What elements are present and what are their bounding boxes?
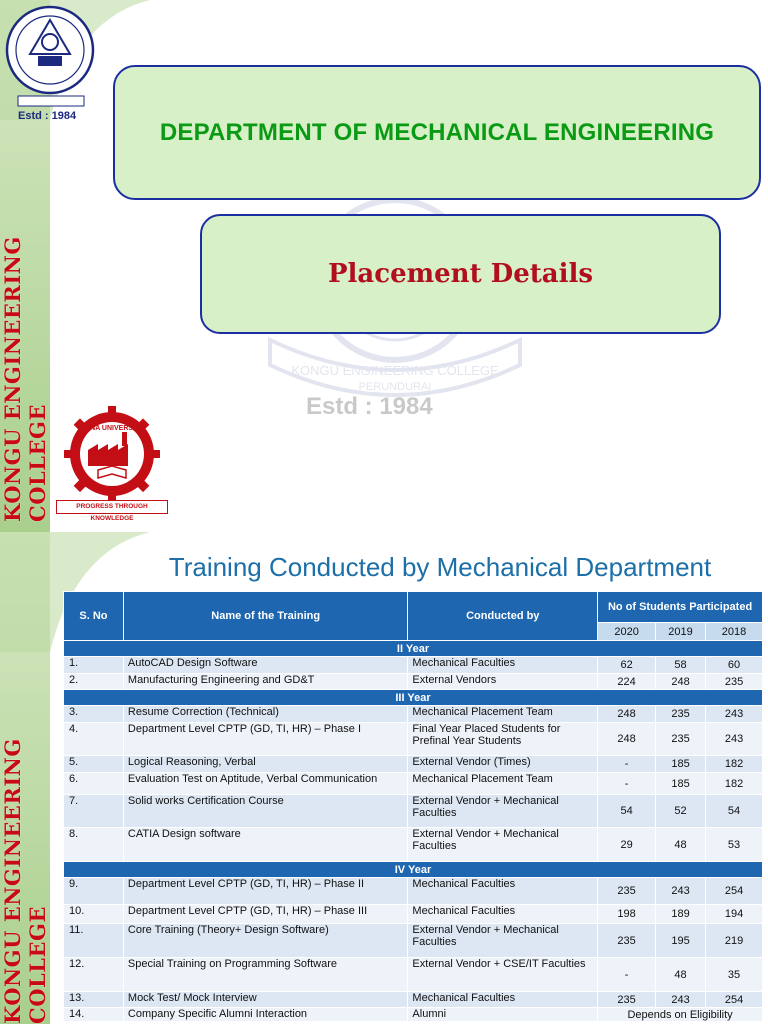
cell-sno: 4. bbox=[64, 723, 124, 756]
cell-conducted-by: Mechanical Placement Team bbox=[408, 706, 598, 723]
cell-training-name: Solid works Certification Course bbox=[123, 795, 408, 828]
cell-conducted-by: Mechanical Faculties bbox=[408, 992, 598, 1008]
table-row bbox=[64, 773, 763, 795]
cell-sno: 12. bbox=[64, 958, 124, 992]
section-label: IV Year bbox=[64, 862, 763, 878]
header-year-2020: 2020 bbox=[598, 623, 656, 641]
cell-count-2018: 219 bbox=[706, 924, 763, 958]
cell-count-2019: 243 bbox=[656, 878, 706, 905]
cell-sno: 8. bbox=[64, 828, 124, 862]
placement-title-box bbox=[200, 214, 721, 334]
cell-count-2018: 254 bbox=[706, 878, 763, 905]
cell-count-2020: 62 bbox=[598, 657, 656, 674]
cell-count-2020: - bbox=[598, 958, 656, 992]
table-row bbox=[64, 756, 763, 773]
cell-training-name: Company Specific Alumni Interaction bbox=[123, 1008, 408, 1022]
cell-sno: 2. bbox=[64, 674, 124, 690]
table-row bbox=[64, 795, 763, 828]
cell-training-name: Logical Reasoning, Verbal bbox=[123, 756, 408, 773]
header-students-participated: No of Students Participated bbox=[598, 592, 763, 623]
cell-count-2019: 58 bbox=[656, 657, 706, 674]
table-row bbox=[64, 828, 763, 862]
cell-sno: 11. bbox=[64, 924, 124, 958]
cell-count-2018: 243 bbox=[706, 706, 763, 723]
cell-training-name: Department Level CPTP (GD, TI, HR) – Phase I bbox=[123, 723, 408, 756]
cell-training-name: AutoCAD Design Software bbox=[123, 657, 408, 674]
cell-conducted-by: External Vendor + CSE/IT Faculties bbox=[408, 958, 598, 992]
table-row bbox=[64, 878, 763, 905]
section-label: III Year bbox=[64, 690, 763, 706]
cell-count-2019: 52 bbox=[656, 795, 706, 828]
logo-estd-label: Estd : 1984 bbox=[18, 110, 77, 122]
cell-count-2019: 235 bbox=[656, 723, 706, 756]
cell-count-2019: 185 bbox=[656, 773, 706, 795]
cell-count-2019: 243 bbox=[656, 992, 706, 1008]
cell-training-name: Evaluation Test on Aptitude, Verbal Communication bbox=[123, 773, 408, 795]
training-table bbox=[63, 591, 763, 1022]
anna-university-motto: PROGRESS THROUGH KNOWLEDGE bbox=[56, 500, 168, 514]
cell-training-name: Manufacturing Engineering and GD&T bbox=[123, 674, 408, 690]
anna-university-text: ANNA UNIVERSITY bbox=[80, 425, 144, 432]
cell-count-2018: 53 bbox=[706, 828, 763, 862]
cell-count-2020: 235 bbox=[598, 878, 656, 905]
cell-count-2020: 29 bbox=[598, 828, 656, 862]
table-row bbox=[64, 1008, 763, 1022]
department-heading-box bbox=[113, 65, 761, 200]
cell-count-2020: 198 bbox=[598, 905, 656, 924]
college-name-vertical: KONGU ENGINEERING COLLEGE bbox=[0, 738, 50, 1024]
section-row bbox=[64, 862, 763, 878]
cell-count-2018: 182 bbox=[706, 773, 763, 795]
table-row bbox=[64, 657, 763, 674]
cell-count-2019: 235 bbox=[656, 706, 706, 723]
cell-sno: 5. bbox=[64, 756, 124, 773]
cell-count-2020: 248 bbox=[598, 706, 656, 723]
section-label: II Year bbox=[64, 641, 763, 657]
header-sno: S. No bbox=[64, 592, 124, 641]
cell-sno: 6. bbox=[64, 773, 124, 795]
watermark-estd-label: Estd : 1984 bbox=[306, 393, 433, 420]
cell-count-2018: 35 bbox=[706, 958, 763, 992]
cell-conducted-by: External Vendor (Times) bbox=[408, 756, 598, 773]
cell-count-2019: 185 bbox=[656, 756, 706, 773]
table-row bbox=[64, 992, 763, 1008]
cell-sno: 14. bbox=[64, 1008, 124, 1022]
header-conducted-by: Conducted by bbox=[408, 592, 598, 641]
watermark-place-text: PERUNDURAI bbox=[358, 381, 432, 393]
table-row bbox=[64, 706, 763, 723]
cell-count-2020: 235 bbox=[598, 924, 656, 958]
cell-count-2020: 235 bbox=[598, 992, 656, 1008]
cell-conducted-by: Alumni bbox=[408, 1008, 598, 1022]
cell-count-2018: 194 bbox=[706, 905, 763, 924]
cell-count-2020: 248 bbox=[598, 723, 656, 756]
cell-participation-note: Depends on Eligibility bbox=[598, 1008, 763, 1022]
cell-count-2018: 243 bbox=[706, 723, 763, 756]
cell-conducted-by: Mechanical Faculties bbox=[408, 657, 598, 674]
section-row bbox=[64, 690, 763, 706]
cell-count-2018: 254 bbox=[706, 992, 763, 1008]
table-row bbox=[64, 723, 763, 756]
cell-training-name: CATIA Design software bbox=[123, 828, 408, 862]
cell-conducted-by: Mechanical Faculties bbox=[408, 905, 598, 924]
cell-training-name: Core Training (Theory+ Design Software) bbox=[123, 924, 408, 958]
table-row bbox=[64, 905, 763, 924]
cell-count-2019: 189 bbox=[656, 905, 706, 924]
cell-sno: 1. bbox=[64, 657, 124, 674]
cell-count-2019: 248 bbox=[656, 674, 706, 690]
cell-count-2019: 195 bbox=[656, 924, 706, 958]
header-year-2019: 2019 bbox=[656, 623, 706, 641]
cell-sno: 10. bbox=[64, 905, 124, 924]
cell-sno: 13. bbox=[64, 992, 124, 1008]
cell-count-2020: - bbox=[598, 773, 656, 795]
cell-count-2019: 48 bbox=[656, 958, 706, 992]
cell-training-name: Mock Test/ Mock Interview bbox=[123, 992, 408, 1008]
cell-sno: 9. bbox=[64, 878, 124, 905]
cell-training-name: Department Level CPTP (GD, TI, HR) – Phase III bbox=[123, 905, 408, 924]
cell-conducted-by: External Vendor + Mechanical Faculties bbox=[408, 924, 598, 958]
cell-conducted-by: Final Year Placed Students for Prefinal Year Students bbox=[408, 723, 598, 756]
training-slide bbox=[0, 532, 768, 1024]
cell-count-2018: 60 bbox=[706, 657, 763, 674]
header-year-2018: 2018 bbox=[706, 623, 763, 641]
department-heading: DEPARTMENT OF MECHANICAL ENGINEERING bbox=[159, 118, 715, 146]
training-title: Training Conducted by Mechanical Department bbox=[168, 552, 712, 582]
cell-count-2018: 54 bbox=[706, 795, 763, 828]
cell-training-name: Department Level CPTP (GD, TI, HR) – Phase II bbox=[123, 878, 408, 905]
watermark-college-text: KONGU ENGINEERING COLLEGE bbox=[291, 363, 499, 378]
cell-count-2018: 182 bbox=[706, 756, 763, 773]
cell-sno: 3. bbox=[64, 706, 124, 723]
cell-training-name: Resume Correction (Technical) bbox=[123, 706, 408, 723]
cell-conducted-by: External Vendors bbox=[408, 674, 598, 690]
table-row bbox=[64, 924, 763, 958]
section-row bbox=[64, 641, 763, 657]
cell-count-2020: - bbox=[598, 756, 656, 773]
cell-conducted-by: Mechanical Placement Team bbox=[408, 773, 598, 795]
cell-count-2020: 224 bbox=[598, 674, 656, 690]
header-training-name: Name of the Training bbox=[123, 592, 408, 641]
cell-count-2020: 54 bbox=[598, 795, 656, 828]
cell-training-name: Special Training on Programming Software bbox=[123, 958, 408, 992]
cell-conducted-by: External Vendor + Mechanical Faculties bbox=[408, 795, 598, 828]
placement-title: Placement Details bbox=[327, 259, 593, 289]
college-logo-icon bbox=[4, 0, 100, 124]
college-name-vertical: KONGU ENGINEERING COLLEGE bbox=[0, 236, 50, 522]
cell-conducted-by: Mechanical Faculties bbox=[408, 878, 598, 905]
cell-count-2019: 48 bbox=[656, 828, 706, 862]
cell-count-2018: 235 bbox=[706, 674, 763, 690]
table-row bbox=[64, 958, 763, 992]
cell-conducted-by: External Vendor + Mechanical Faculties bbox=[408, 828, 598, 862]
table-row bbox=[64, 674, 763, 690]
cell-sno: 7. bbox=[64, 795, 124, 828]
